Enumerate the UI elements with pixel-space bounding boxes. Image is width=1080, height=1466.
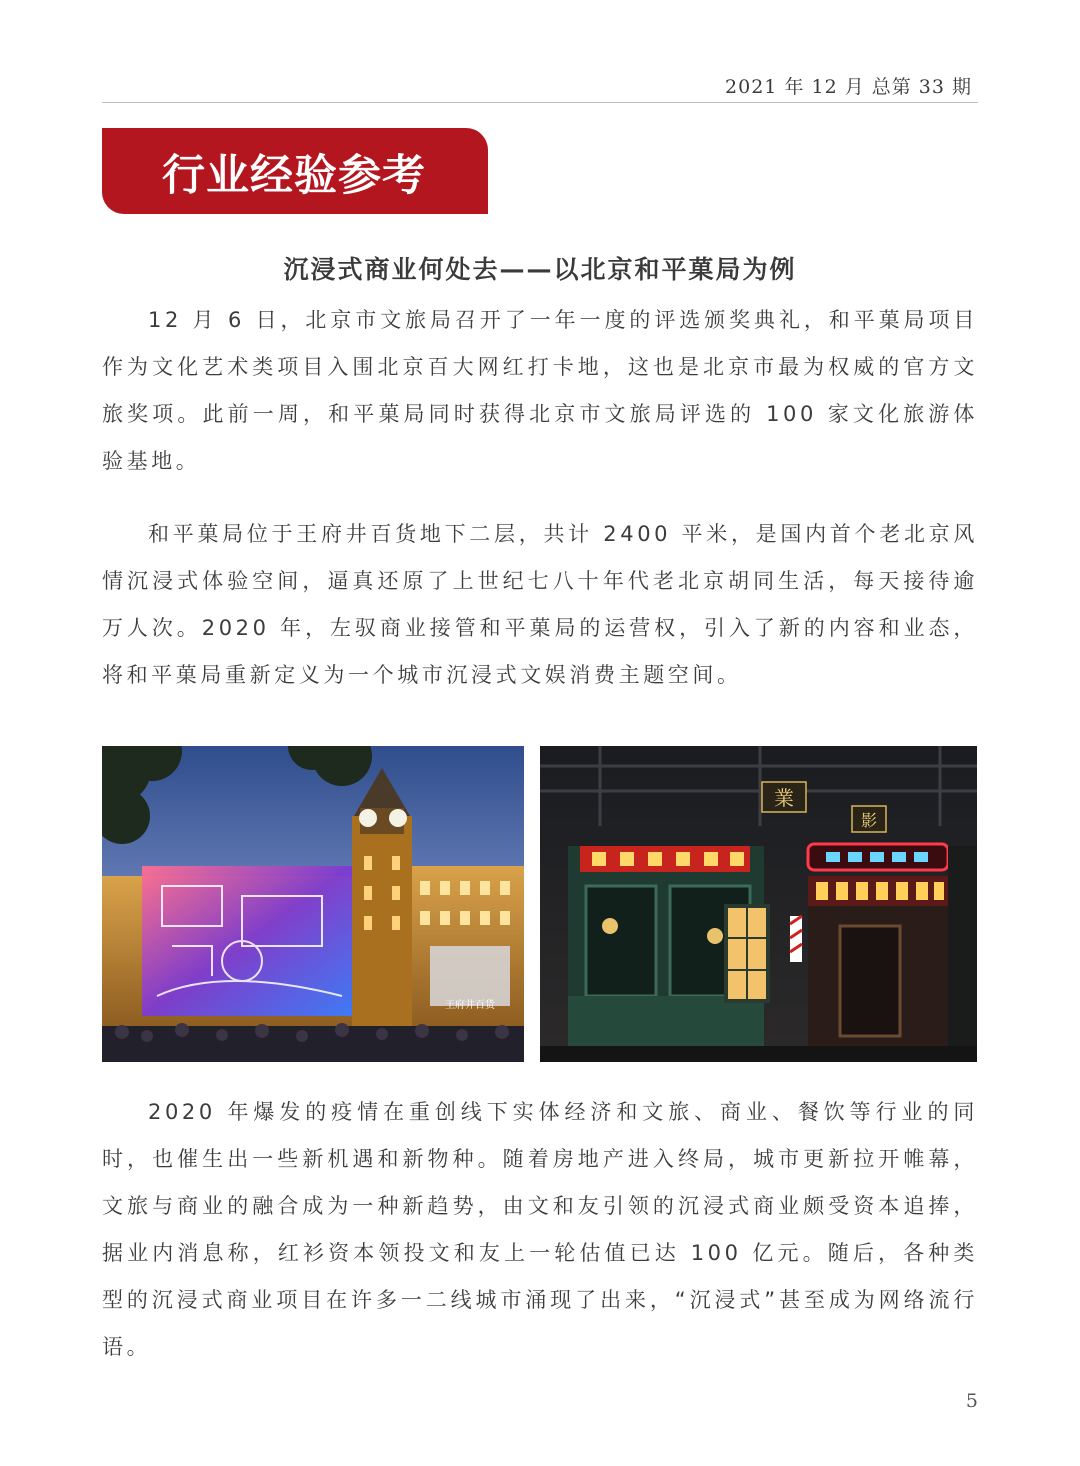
article-paragraph-1: 12 月 6 日，北京市文旅局召开了一年一度的评选颁奖典礼，和平菓局项目作为文化艺术类项目入围北京百大网红打卡地，这也是北京市最为权威的官方文旅奖项。此前一周，和平菓局同时获得北京市文旅局评选的 100 家文化旅游体验基地。 bbox=[102, 308, 978, 473]
section-title: 行业经验参考 bbox=[162, 151, 426, 201]
photo-department-store-night bbox=[102, 746, 524, 1062]
sign-right: 影 bbox=[860, 811, 878, 830]
article-paragraph-2: 和平菓局位于王府井百货地下二层，共计 2400 平米，是国内首个老北京风情沉浸式体验空间，逼真还原了上世纪七八十年代老北京胡同生活，每天接待逾万人次。2020 年，左驭商业接管和平菓局的运营权，引入了新的内容和业态，将和平菓局重新定义为一个城市沉浸式文娱消费主题空间。 bbox=[102, 522, 978, 687]
issue-header: 2021 年 12 月 总第 33 期 bbox=[725, 76, 972, 98]
page-number: 5 bbox=[965, 1390, 978, 1412]
article-title: 沉浸式商业何处去——以北京和平菓局为例 bbox=[283, 255, 797, 284]
photo-retro-street-interior bbox=[540, 746, 977, 1062]
store-sign: 王府井百货 bbox=[445, 1000, 495, 1011]
sign-top: 業 bbox=[774, 786, 794, 810]
section-banner bbox=[102, 128, 488, 214]
header-divider bbox=[102, 102, 978, 103]
article-paragraph-3: 2020 年爆发的疫情在重创线下实体经济和文旅、商业、餐饮等行业的同时，也催生出一些新机遇和新物种。随着房地产进入终局，城市更新拉开帷幕，文旅与商业的融合成为一种新趋势，由文和友引领的沉浸式商业颇受资本追捧，据业内消息称，红衫资本领投文和友上一轮估值已达 100 亿元。随后，各种类型的沉浸式商业项目在许多一二线城市涌现了出来，“沉浸式”甚至成为网络流行语。 bbox=[102, 1100, 978, 1359]
